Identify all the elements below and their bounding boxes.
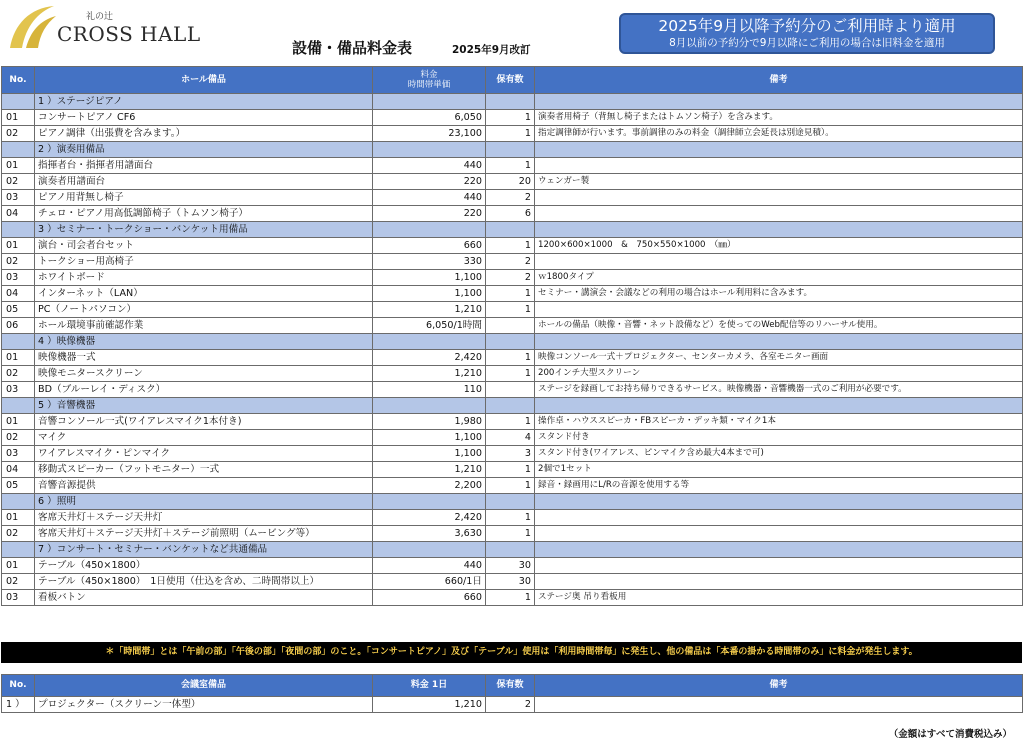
row-price: 1,210 — [373, 697, 486, 713]
row-stock: 1 — [486, 350, 535, 366]
section-label: 4 ）映像機器 — [35, 334, 373, 350]
room-equipment-body — [2, 697, 1023, 713]
row-note: ウェンガー製 — [535, 174, 1023, 190]
table-row — [2, 526, 1023, 542]
row-price: 440 — [373, 190, 486, 206]
row-item-name: マイク — [35, 430, 373, 446]
row-note: スタンド付き — [535, 430, 1023, 446]
room-header-price: 料金 1日 — [373, 675, 486, 697]
row-price: 23,100 — [373, 126, 486, 142]
row-no: 04 — [2, 286, 35, 302]
row-note — [535, 158, 1023, 174]
row-stock: 3 — [486, 446, 535, 462]
brand-swoosh-icon — [4, 2, 60, 52]
row-no: 02 — [2, 430, 35, 446]
row-item-name: 演奏者用譜面台 — [35, 174, 373, 190]
table-row — [2, 238, 1023, 254]
section-spacer — [535, 542, 1023, 558]
section-row — [2, 542, 1023, 558]
row-stock: 1 — [486, 302, 535, 318]
table-row — [2, 574, 1023, 590]
section-spacer — [2, 334, 35, 350]
section-spacer — [2, 94, 35, 110]
table-row — [2, 350, 1023, 366]
section-spacer — [535, 334, 1023, 350]
section-spacer — [373, 494, 486, 510]
brand-small-text: 礼の辻 — [86, 12, 114, 22]
row-note — [535, 206, 1023, 222]
table-row — [2, 286, 1023, 302]
section-spacer — [2, 222, 35, 238]
header-price-sub: 時間帯単価 — [407, 80, 451, 90]
row-item-name: ワイアレスマイク・ピンマイク — [35, 446, 373, 462]
row-no: 01 — [2, 350, 35, 366]
row-no: 02 — [2, 574, 35, 590]
section-label: 3 ）セミナー・トークショー・バンケット用備品 — [35, 222, 373, 238]
section-label: 7 ）コンサート・セミナー・バンケットなど共通備品 — [35, 542, 373, 558]
row-stock: 6 — [486, 206, 535, 222]
row-price: 3,630 — [373, 526, 486, 542]
row-no: 03 — [2, 446, 35, 462]
row-stock: 4 — [486, 430, 535, 446]
header-price — [373, 67, 486, 94]
section-spacer — [535, 398, 1023, 414]
section-label: 6 ）照明 — [35, 494, 373, 510]
header-item: ホール備品 — [35, 67, 373, 94]
row-stock: 2 — [486, 270, 535, 286]
row-no: 03 — [2, 270, 35, 286]
section-spacer — [486, 334, 535, 350]
section-spacer — [486, 398, 535, 414]
section-spacer — [2, 398, 35, 414]
section-spacer — [373, 542, 486, 558]
row-item-name: チェロ・ピアノ用高低調節椅子（トムソン椅子） — [35, 206, 373, 222]
brand-name: CROSS HALL — [57, 22, 201, 46]
row-no: 02 — [2, 126, 35, 142]
section-spacer — [373, 334, 486, 350]
row-stock: 1 — [486, 414, 535, 430]
row-stock — [486, 318, 535, 334]
row-item-name: 客席天井灯＋ステージ天井灯 — [35, 510, 373, 526]
section-spacer — [535, 222, 1023, 238]
header-stock: 保有数 — [486, 67, 535, 94]
section-spacer — [2, 142, 35, 158]
header-no: No. — [2, 67, 35, 94]
section-spacer — [535, 142, 1023, 158]
page-title: 設備・備品料金表 — [292, 39, 413, 57]
section-spacer — [535, 494, 1023, 510]
room-header-row — [2, 675, 1023, 697]
section-row — [2, 334, 1023, 350]
table-row — [2, 382, 1023, 398]
row-price: 1,100 — [373, 446, 486, 462]
table-row — [2, 158, 1023, 174]
row-note: 映像コンソール一式＋プロジェクター、センターカメラ、各室モニター画面 — [535, 350, 1023, 366]
row-stock: 1 — [486, 366, 535, 382]
header-note: 備考 — [535, 67, 1023, 94]
row-item-name: ピアノ調律（出張費を含みます。） — [35, 126, 373, 142]
row-price: 1,100 — [373, 430, 486, 446]
section-row — [2, 94, 1023, 110]
table-row — [2, 462, 1023, 478]
row-stock: 20 — [486, 174, 535, 190]
row-price: 220 — [373, 174, 486, 190]
row-price: 1,210 — [373, 462, 486, 478]
row-price: 1,980 — [373, 414, 486, 430]
row-note: 2個で1セット — [535, 462, 1023, 478]
row-note — [535, 574, 1023, 590]
row-price: 330 — [373, 254, 486, 270]
room-header-no: No. — [2, 675, 35, 697]
row-stock: 1 — [486, 590, 535, 606]
row-price: 440 — [373, 158, 486, 174]
table-header-row — [2, 67, 1023, 94]
notice-banner — [619, 13, 995, 54]
row-note — [535, 558, 1023, 574]
row-note — [535, 697, 1023, 713]
row-note: ｗ1800タイプ — [535, 270, 1023, 286]
row-item-name: ホール環境事前確認作業 — [35, 318, 373, 334]
row-stock: 1 — [486, 510, 535, 526]
row-note — [535, 190, 1023, 206]
section-label: 5 ）音響機器 — [35, 398, 373, 414]
room-header-note: 備考 — [535, 675, 1023, 697]
section-row — [2, 142, 1023, 158]
section-spacer — [373, 142, 486, 158]
row-item-name: コンサートピアノ CF6 — [35, 110, 373, 126]
row-stock: 30 — [486, 558, 535, 574]
row-stock: 2 — [486, 254, 535, 270]
row-price: 2,200 — [373, 478, 486, 494]
row-no: 03 — [2, 590, 35, 606]
table-row — [2, 110, 1023, 126]
table-row — [2, 270, 1023, 286]
row-price: 1,210 — [373, 366, 486, 382]
row-item-name: 音響音源提供 — [35, 478, 373, 494]
section-row — [2, 222, 1023, 238]
row-note — [535, 510, 1023, 526]
row-no: 03 — [2, 190, 35, 206]
row-price: 1,210 — [373, 302, 486, 318]
notice-sub-text: 8月以前の予約分で9月以降にご利用の場合は旧料金を適用 — [669, 37, 945, 49]
row-item-name: ピアノ用背無し椅子 — [35, 190, 373, 206]
row-no: 02 — [2, 174, 35, 190]
row-item-name: トークショー用高椅子 — [35, 254, 373, 270]
brand-logo — [2, 0, 201, 56]
room-equipment-table — [1, 674, 1023, 713]
row-price: 2,420 — [373, 510, 486, 526]
table-row — [2, 697, 1023, 713]
section-spacer — [486, 494, 535, 510]
row-price: 6,050 — [373, 110, 486, 126]
row-price: 660 — [373, 238, 486, 254]
row-stock — [486, 382, 535, 398]
row-note: ステージ奥 吊り看板用 — [535, 590, 1023, 606]
row-item-name: ホワイトボード — [35, 270, 373, 286]
section-spacer — [2, 494, 35, 510]
row-price: 1,100 — [373, 270, 486, 286]
room-header-item: 会議室備品 — [35, 675, 373, 697]
row-note: ステージを録画してお持ち帰りできるサービス。映像機器・音響機器一式のご利用が必要です。 — [535, 382, 1023, 398]
row-no: 02 — [2, 254, 35, 270]
section-spacer — [486, 222, 535, 238]
section-label: 2 ）演奏用備品 — [35, 142, 373, 158]
row-note — [535, 254, 1023, 270]
section-spacer — [486, 142, 535, 158]
row-no: 03 — [2, 382, 35, 398]
row-item-name: 看板バトン — [35, 590, 373, 606]
row-note: ホールの備品（映像・音響・ネット設備など）を使ってのWeb配信等のリハーサル使用。 — [535, 318, 1023, 334]
row-item-name: テーブル（450×1800） — [35, 558, 373, 574]
row-note: 指定調律師が行います。事前調律のみの料金（調律師立会延長は別途見積）。 — [535, 126, 1023, 142]
row-item-name: 演台・司会者台セット — [35, 238, 373, 254]
row-note: 200インチ大型スクリーン — [535, 366, 1023, 382]
row-item-name: 移動式スピーカー（フットモニター）一式 — [35, 462, 373, 478]
row-no: 04 — [2, 462, 35, 478]
table-row — [2, 478, 1023, 494]
row-stock: 1 — [486, 126, 535, 142]
row-price: 6,050/1時間 — [373, 318, 486, 334]
table-row — [2, 366, 1023, 382]
row-price: 660 — [373, 590, 486, 606]
row-stock: 2 — [486, 190, 535, 206]
row-no: 01 — [2, 558, 35, 574]
section-row — [2, 494, 1023, 510]
table-row — [2, 206, 1023, 222]
table-row — [2, 430, 1023, 446]
row-note — [535, 302, 1023, 318]
section-spacer — [2, 542, 35, 558]
row-note: セミナー・講演会・会議などの利用の場合はホール利用料に含みます。 — [535, 286, 1023, 302]
hall-equipment-body — [2, 94, 1023, 606]
row-no: 01 — [2, 110, 35, 126]
row-stock: 1 — [486, 526, 535, 542]
row-item-name: 映像モニタースクリーン — [35, 366, 373, 382]
row-stock: 1 — [486, 286, 535, 302]
row-item-name: 指揮者台・指揮者用譜面台 — [35, 158, 373, 174]
row-stock: 2 — [486, 697, 535, 713]
row-no: 01 — [2, 238, 35, 254]
row-item-name: 映像機器一式 — [35, 350, 373, 366]
row-note: 録音・録画用にL/Rの音源を使用する等 — [535, 478, 1023, 494]
row-note: スタンド付き(ワイアレス、ピンマイク含め最大4本まで可) — [535, 446, 1023, 462]
hall-equipment-table — [1, 66, 1023, 606]
header-price-label: 料金 — [420, 70, 438, 80]
row-price: 440 — [373, 558, 486, 574]
row-no: 05 — [2, 478, 35, 494]
revision-date: 2025年9月改訂 — [452, 44, 531, 56]
row-no: 01 — [2, 510, 35, 526]
section-spacer — [486, 94, 535, 110]
table-row — [2, 590, 1023, 606]
row-no: 04 — [2, 206, 35, 222]
section-spacer — [373, 94, 486, 110]
row-stock: 30 — [486, 574, 535, 590]
row-stock: 1 — [486, 238, 535, 254]
table-row — [2, 174, 1023, 190]
table-row — [2, 126, 1023, 142]
row-price: 1,100 — [373, 286, 486, 302]
footnote-banner: ＊「時間帯」とは「午前の部」「午後の部」「夜間の部」のこと。「コンサートピアノ」及び「テーブル」使用は「利用時間帯毎」に発生し、他の備品は「本番の掛かる時間帯のみ」に料金が発生します。 — [1, 642, 1022, 663]
row-item-name: インターネット（LAN） — [35, 286, 373, 302]
section-spacer — [373, 398, 486, 414]
section-spacer — [535, 94, 1023, 110]
table-row — [2, 190, 1023, 206]
row-no: 01 — [2, 158, 35, 174]
section-row — [2, 398, 1023, 414]
row-note — [535, 526, 1023, 542]
row-item-name: BD（ブルーレイ・ディスク） — [35, 382, 373, 398]
room-header-stock: 保有数 — [486, 675, 535, 697]
row-stock: 1 — [486, 462, 535, 478]
row-no: 05 — [2, 302, 35, 318]
row-item-name: 客席天井灯＋ステージ天井灯＋ステージ前照明（ムービング等） — [35, 526, 373, 542]
row-stock: 1 — [486, 110, 535, 126]
row-stock: 1 — [486, 478, 535, 494]
row-price: 220 — [373, 206, 486, 222]
row-no: 02 — [2, 526, 35, 542]
row-price: 110 — [373, 382, 486, 398]
tax-note: （金額はすべて消費税込み） — [888, 729, 1012, 740]
row-no: 1 ） — [2, 697, 35, 713]
row-no: 02 — [2, 366, 35, 382]
table-row — [2, 318, 1023, 334]
row-item-name: 音響コンソール一式(ワイアレスマイク1本付き) — [35, 414, 373, 430]
row-no: 01 — [2, 414, 35, 430]
section-spacer — [486, 542, 535, 558]
table-row — [2, 414, 1023, 430]
section-spacer — [373, 222, 486, 238]
row-note: 演奏者用椅子（背無し椅子またはトムソン椅子）を含みます。 — [535, 110, 1023, 126]
row-note: 1200×600×1000 & 750×550×1000 （㎜） — [535, 238, 1023, 254]
row-item-name: プロジェクター（スクリーン一体型） — [35, 697, 373, 713]
row-no: 06 — [2, 318, 35, 334]
table-row — [2, 254, 1023, 270]
table-row — [2, 302, 1023, 318]
row-item-name: テーブル（450×1800） 1日使用（仕込を含め、二時間帯以上） — [35, 574, 373, 590]
table-row — [2, 510, 1023, 526]
section-label: 1 ）ステージピアノ — [35, 94, 373, 110]
row-price: 2,420 — [373, 350, 486, 366]
table-row — [2, 446, 1023, 462]
notice-main-text: 2025年9月以降予約分のご利用時より適用 — [658, 17, 956, 35]
row-item-name: PC（ノートパソコン） — [35, 302, 373, 318]
row-stock: 1 — [486, 158, 535, 174]
row-note: 操作卓・ハウススピーカ・FBスピーカ・デッキ類・マイク1本 — [535, 414, 1023, 430]
table-row — [2, 558, 1023, 574]
row-price: 660/1日 — [373, 574, 486, 590]
